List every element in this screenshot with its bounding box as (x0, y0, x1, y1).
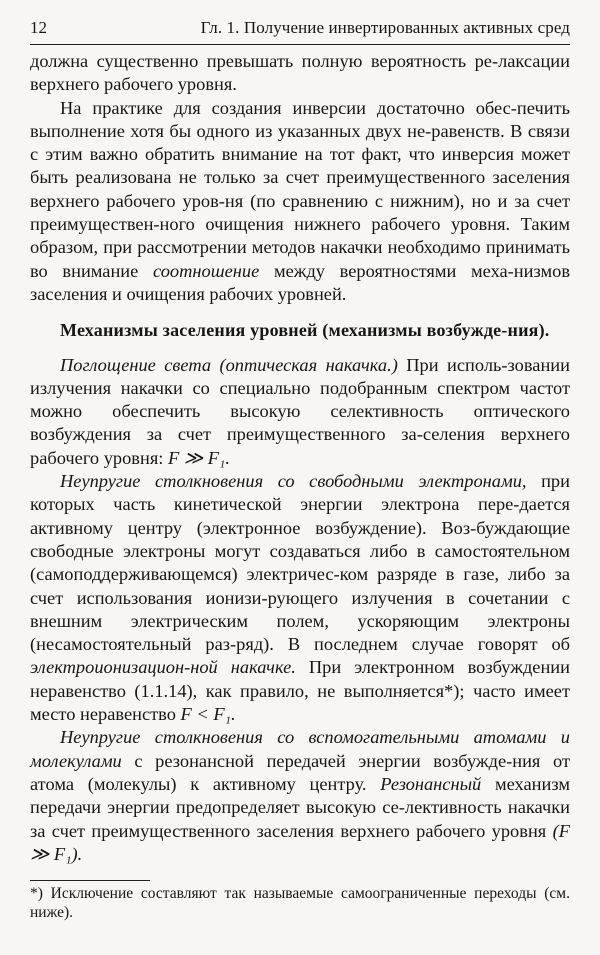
paragraph-electron-collisions: Неупругие столкновения со свободными электронами, при которых часть кинетической энергии электрона пере-дается активному центру (электронное возбуждение). Воз-буждающие свободные электроны могут создаваться либо в самостоятельном (самоподдерживающемся) электричес-ком разряде в газе, либо за счет использования ионизи-рующего излучения в сочетании с внешним электрическим полем, ускоряющим электроны (несамостоятельный раз-ряд). В последнем случае говорят об электроионизацион-ной накачке. При электронном возбуждении неравенство (1.1.14), как правило, не выполняется*); часто имеет место неравенство F < F₁. (30, 471, 570, 725)
page-number: 12 (30, 18, 47, 37)
paragraph-optical-pumping: Поглощение света (оптическая накачка.) При исполь-зовании излучения накачки со специально подобранным спектром частот можно обеспечить высокую селективность оптического возбуждения за счет преимущественного за-селения верхнего рабочего уровня: F ≫ F₁. (30, 354, 570, 468)
inequality: F < F₁. (180, 704, 236, 725)
footnote: *) Исключение составляют так называемые самоограниченные переходы (см. ниже). (30, 885, 570, 921)
inequality: F ≫ F₁. (168, 447, 230, 468)
paragraph-1: должна существенно превышать полную вероятность ре-лаксации верхнего рабочего уровня. (30, 51, 570, 95)
header-rule (30, 44, 570, 45)
running-header (30, 18, 570, 38)
paragraph-atom-collisions: Неупругие столкновения со вспомогательными атомами и молекулами с резонансной передачей энергии возбужде-ния от атома (молекулы) к активному центру. Резонансный механизм передачи энергии предопределяет высокую се-лективность накачки за счет преимущественного заселения верхнего рабочего уровня (F ≫ F₁). (30, 727, 570, 864)
footnote-rule (30, 880, 150, 881)
section-heading: Механизмы заселения уровней (механизмы возбужде-ния). (60, 320, 550, 341)
emphasis-term: соотношение (153, 260, 260, 281)
paragraph-2: На практике для создания инверсии достаточно обес-печить выполнение хотя бы одного из указанных двух не-равенств. В связи с этим важно обратить внимание на тот факт, что инверсия может быть реализована не только за счет преимущественного заселения верхнего рабочего уров-ня (по сравнению с нижним), но и за счет преимуществен-ного очищения нижнего рабочего уровня. Таким образом, при рассмотрении методов накачки необходимо принимать во внимание соотношение между вероятностями меха-низмов заселения и очищения рабочих уровней. (30, 97, 571, 304)
chapter-title: Гл. 1. Получение инвертированных активных сред (200, 18, 570, 37)
inequality: (F ≫ F₁). (30, 820, 570, 864)
page-body (30, 50, 570, 866)
